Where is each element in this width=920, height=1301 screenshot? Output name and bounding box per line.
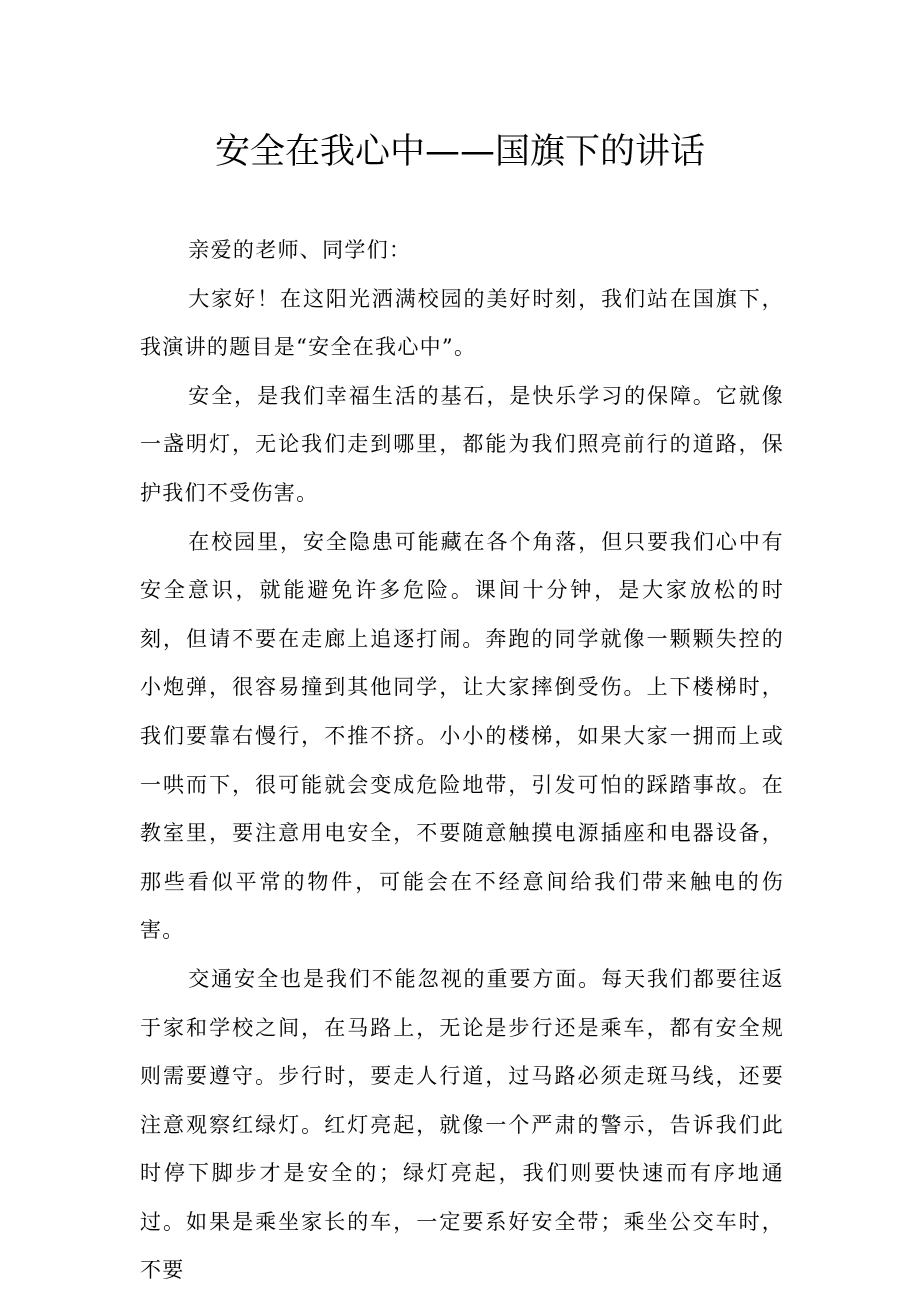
paragraph-campus-safety: 在校园里，安全隐患可能藏在各个角落，但只要我们心中有安全意识，就能避免许多危险。课间十分钟，是大家放松的时刻，但请不要在走廊上追逐打闹。奔跑的同学就像一颗颗失控的小炮弹，很容易撞到其他同学，让大家摔倒受伤。上下楼梯时，我们要靠右慢行，不推不挤。小小的楼梯，如果大家一拥而上或一哄而下，很可能就会变成危险地带，引发可怕的踩踏事故。在教室里，要注意用电安全，不要随意触摸电源插座和电器设备，那些看似平常的物件，可能会在不经意间给我们带来触电的伤害。 [140, 529, 784, 943]
paragraph-safety-foundation: 安全，是我们幸福生活的基石，是快乐学习的保障。它就像一盏明灯，无论我们走到哪里，都能为我们照亮前行的道路，保护我们不受伤害。 [140, 383, 784, 505]
paragraph-traffic-safety: 交通安全也是我们不能忽视的重要方面。每天我们都要往返于家和学校之间，在马路上，无论是步行还是乘车，都有安全规则需要遵守。步行时，要走人行道，过马路必须走斑马线，还要注意观察红绿灯。红灯亮起，就像一个严肃的警示，告诉我们此时停下脚步才是安全的；绿灯亮起，我们则要快速而有序地通过。如果是乘坐家长的车，一定要系好安全带；乘坐公交车时，不要 [140, 966, 784, 1283]
document-title: 安全在我心中——国旗下的讲话 [214, 132, 705, 172]
paragraph-opening: 大家好！在这阳光洒满校园的美好时刻，我们站在国旗下，我演讲的题目是“安全在我心中”。 [140, 286, 784, 360]
paragraph-greeting: 亲爱的老师、同学们： [188, 238, 412, 262]
document-body [140, 226, 784, 1295]
